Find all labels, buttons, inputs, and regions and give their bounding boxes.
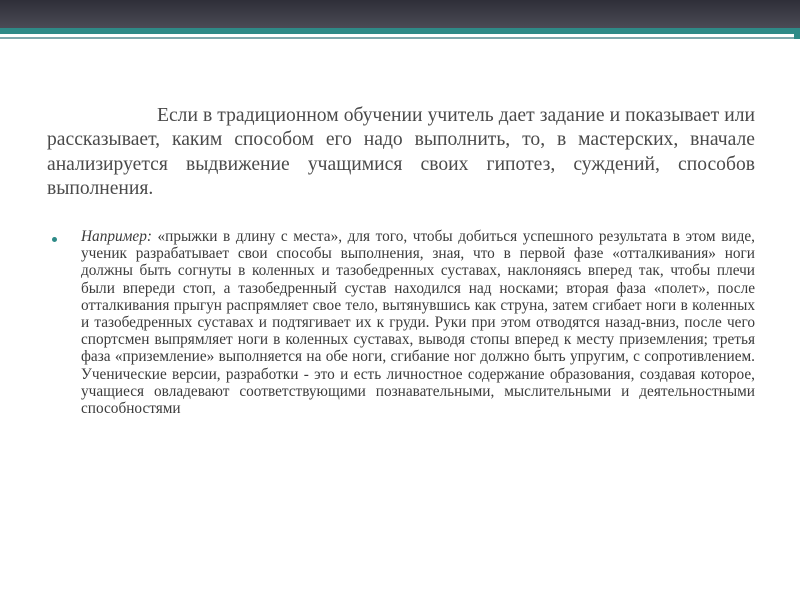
corner-accent bbox=[794, 28, 800, 39]
bullet-body-text: «прыжки в длину с места», для того, чтобы добиться успешного результата в этом виде, ученик разрабатывает свои способы выполнения, зная, что в первой фазе «отталкивания» ноги должны быть согнуты в коленных и тазобедренных суставах, наклоняясь вперед так, чтобы плечи были впереди стоп, а тазобедренный сустав находился над носками; вторая фаза «полет», после отталкивания прыгун распрямляет свое тело, вытянувшись как струна, затем сгибает ноги в коленных и тазобедренных суставах и подтягивает их к груди. Руки при этом отводятся назад-вниз, после чего спортсмен выпрямляет ноги в коленных суставах, выводя стопы вперед к месту приземления; третья фаза «приземление» выполняется на обе ноги, сгибание ног должно быть упругим, с сопротивлением. Ученические версии, разработки - это и есть личностное содержание образования, создавая которое, учащиеся овладевают соответствующими познавательными, мыслительными и деятельностными способностями bbox=[81, 228, 755, 418]
bullet-paragraph bbox=[62, 228, 755, 417]
accent-stripe bbox=[0, 28, 800, 34]
accent-thin-stripe bbox=[0, 37, 800, 39]
lead-paragraph: Если в традиционном обучении учитель дает задание и показывает или рассказывает, каким способом его надо выполнить, то, в мастерских, вначале анализируется выдвижение учащимися своих гипотез, суждений, способов выполнения. bbox=[47, 105, 755, 200]
bullet-dot-icon bbox=[52, 237, 57, 242]
bullet-lead-text: Например: bbox=[81, 228, 152, 245]
header-bar bbox=[0, 0, 800, 28]
bullet-item bbox=[62, 228, 755, 417]
